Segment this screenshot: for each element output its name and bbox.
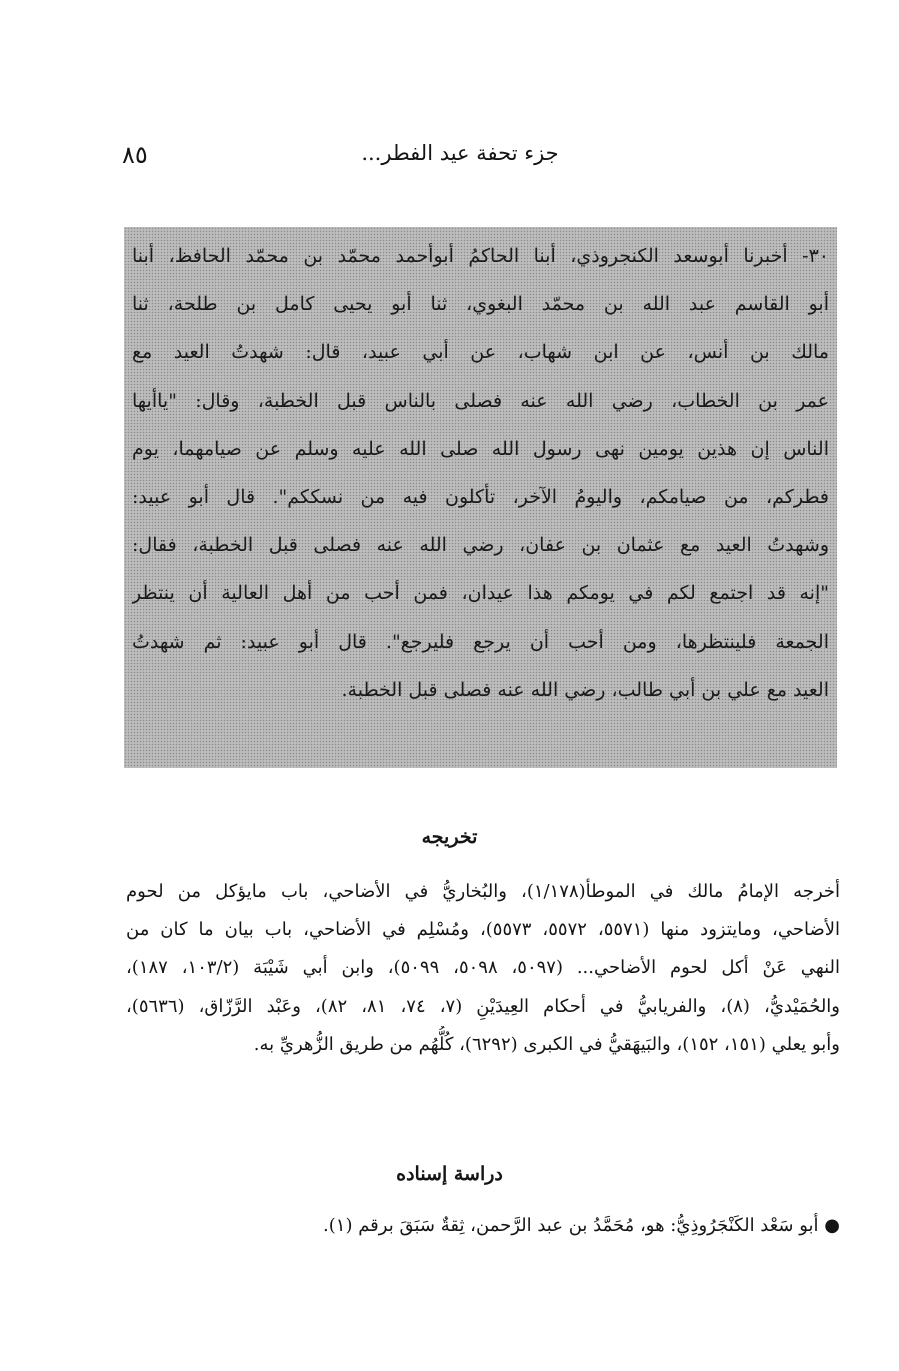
hadith-line: فطركم، من صيامكم، واليومُ الآخر، تأكلون فيه من نسككم". قال أبو عبيد:: [132, 485, 829, 508]
hadith-box: [124, 227, 837, 768]
isnad-item: [126, 1207, 840, 1245]
isnad-heading: دراسة إسناده: [396, 1163, 503, 1185]
hadith-line: الجمعة فلينتظرها، ومن أحب أن يرجع فليرجع". قال أبو عبيد: ثم شهدتُ: [132, 630, 829, 653]
page-number: ٨٥: [122, 141, 148, 169]
hadith-line: أبو القاسم عبد الله بن محمّد البغوي، ثنا أبو يحيى كامل بن طلحة، ثنا: [132, 293, 829, 316]
running-title: جزء تحفة عيد الفطر...: [361, 141, 559, 165]
hadith-line: وشهدتُ العيد مع عثمان بن عفان، رضي الله عنه فصلى قبل الخطبة، فقال:: [132, 534, 829, 557]
bullet-icon: ●: [824, 1215, 840, 1236]
takhrij-paragraph: [126, 873, 840, 1064]
hadith-line: العيد مع علي بن أبي طالب، رضي الله عنه فصلى قبل الخطبة.: [341, 678, 829, 701]
hadith-line: ٣٠- أخبرنا أبوسعد الكنجروذي، أبنا الحاكمُ أبوأحمد محمّد بن محمّد الحافظ، أبنا: [132, 245, 829, 267]
takhrij-line: والحُمَيْديُّ، (٨)، والفريابيُّ في أحكام العِيدَيْنِ (٧، ٧٤، ٨١، ٨٢)، وعَبْد الرَّزّاق، (٥٦٣٦)،: [126, 995, 840, 1017]
hadith-line: مالك بن أنس، عن ابن شهاب، عن أبي عبيد، قال: شهدتُ العيد مع: [132, 341, 829, 364]
hadith-line: "إنه قد اجتمع لكم في يومكم هذا عيدان، فمن أحب من أهل العالية أن ينتظر: [132, 582, 829, 605]
takhrij-line: وأبو يعلي (١٥١، ١٥٢)، والبَيهَقيُّ في الكبرى (٦٢٩٢)، كُلُّهُم من طريق الزُّهريِّ به.: [253, 1033, 840, 1055]
takhrij-line: أخرجه الإمامُ مالك في الموطأ(١/١٧٨)، والبُخاريُّ في الأضاحي، باب مايؤكل من لحوم: [126, 881, 840, 902]
takhrij-heading: تخريجه: [421, 826, 478, 848]
takhrij-line: النهي عَنْ أكل لحوم الأضاحي... (٥٠٩٧، ٥٠٩٨، ٥٠٩٩)، وابن أبي شَيْبَة (١٠٣/٢، ١٨٧)،: [126, 957, 840, 979]
hadith-line: عمر بن الخطاب، رضي الله عنه فصلى بالناس قبل الخطبة، وقال: "ياأيها: [132, 389, 829, 412]
hadith-line: الناس إن هذين يومين نهى رسول الله صلى الله عليه وسلم عن صيامهما، يوم: [132, 437, 829, 460]
takhrij-line: الأضاحي، ومايتزود منها (٥٥٧١، ٥٥٧٢، ٥٥٧٣)، ومُسْلِم في الأضاحي، باب بيان ما كان من: [126, 919, 840, 941]
isnad-item-text: أبو سَعْد الكَنْجَرُوذِيُّ: هو، مُحَمَّدُ بن عبد الرَّحمن، ثِقةٌ سَبَقَ برقم (١).: [323, 1215, 819, 1236]
